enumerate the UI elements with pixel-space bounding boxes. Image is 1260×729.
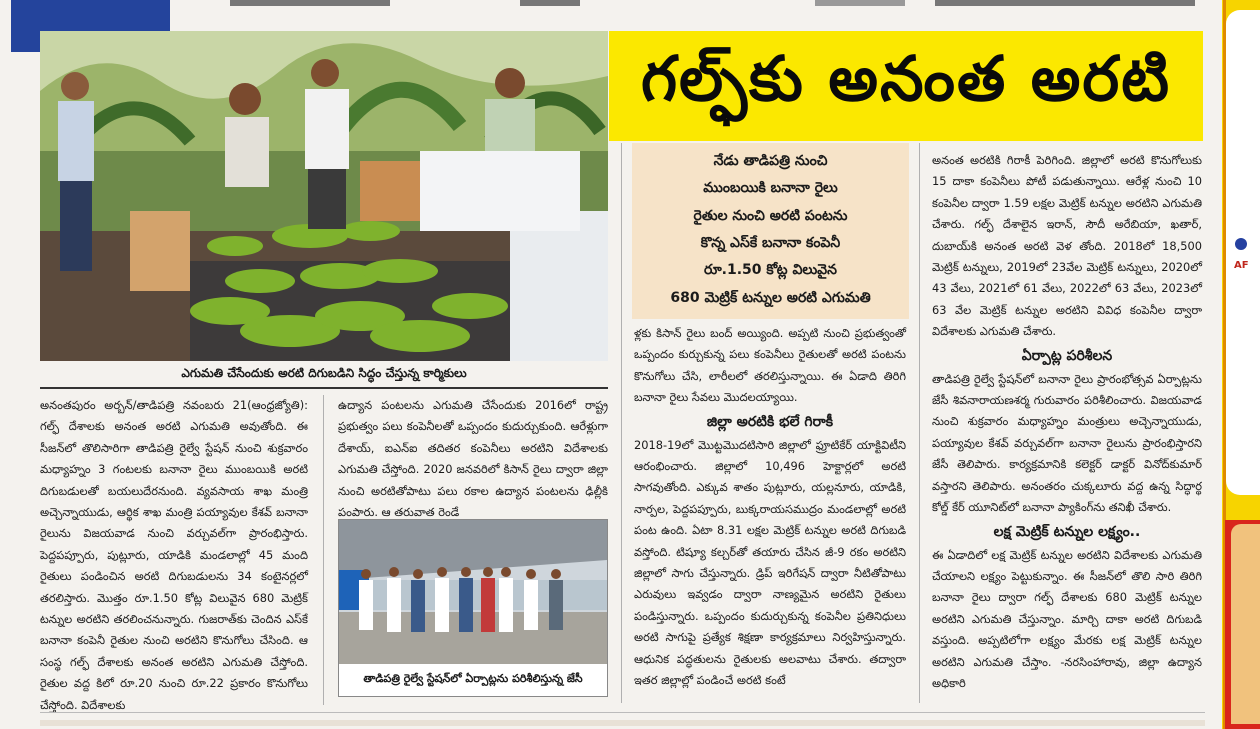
banana-workers-photo <box>40 31 608 361</box>
article-column-1 <box>40 395 308 716</box>
bottom-rule <box>40 712 1205 713</box>
section-subheading: ఏర్పాట్ల పరిశీలన <box>1021 347 1113 364</box>
ad-logo-icon <box>1235 238 1247 250</box>
body-text: ళ్లకు కిసాన్‌ రైలు బంద్‌ అయ్యింది. అప్పటి నుంచి ప్రభుత్వంతో ఒప్పందం కుర్చుకున్న పలు కంపెనీలు రైతులతో అరటి పంటను కొనుగోలు చేసి, లారీలలో తరలిస్తున్నాయి. ఈ ఏడాది తిరిగి బనానా రైలు సేవలు మొదలయ్యాయి. <box>634 326 906 405</box>
body-text: అనంతపురం అర్బన్‌/తాడిపత్రి నవంబరు 21(ఆంధ్రజ్యోతి): గల్ఫ్‌ దేశాలకు అనంత అరటి ఎగుమతి అవుతోంది. ఈ సీజన్‌లో తొలిసారిగా తాడిపత్రి రైల్వే స్టేషన్‌ నుంచి శుక్రవారం మధ్యాహ్నం 3 గంటలకు బనానా రైలు ముంబయికి అరటి దిగుబడులతో బయలుదేరనుంది. వ్యవసాయ శాఖ మంత్రి అచ్చెన్నాయుడు, ఆర్థిక శాఖ మంత్రి పయ్యావుల కేశవ్‌ బనానా రైలును విజయవాడ నుంచి వర్చువల్‌గా ప్రారంభిస్తారు. పెద్దపప్పూరు, పుట్లూరు, యాడికి మండలాల్లో 45 మంది రైతులు పండించిన అరటి దిగుబడులను 34 కంటైనర్లలో తరలిస్తారు. మొత్తం రూ.1.50 కోట్ల విలువైన 680 మెట్రిక్‌ టన్నుల అరటిని తరలించనున్నారు. గుజరాత్‌కు చెందిన ఎస్‌కే బనానా కంపెనీ రైతుల నుంచి అరటిని కొనుగోలు చేసింది. ఆ సంస్థ గల్ఫ్‌ దేశాలకు అనంత అరటిని ఎగుమతి చేస్తోంది. రైతుల వద్ద కిలో రూ.20 నుంచి రూ.22 ప్రకారం కొనుగోలు చేస్తోంది. విదేశాలకు <box>40 398 308 712</box>
ad-text: AF <box>1234 260 1249 271</box>
previous-article-strip <box>0 0 1260 14</box>
body-text: 2018-19లో మొట్టమొదటిసారి జిల్లాలో ఫ్రూటికేర్‌ యాక్టివిటీని ఆరంభించారు. జిల్లాలో 10,496 హెక్టార్లలో అరటి సాగవుతోంది. ఎక్కువ శాతం పుట్లూరు, యల్లనూరు, యాడికి, నార్పల, పెద్దపప్పూరు, బుక్కరాయసముద్రం మండలాల్లో అరటి పంట ఉంది. ఏటా 8.31 లక్షల మెట్రిక్‌ టన్నుల అరటి దిగుబడి వస్తోంది. టిష్యూ కల్చర్‌తో తయారు చేసిన జీ-9 రకం అరటిని జిల్లాలో సాగు చేస్తున్నారు. డ్రిప్‌ ఇరిగేషన్‌ ద్వారా నీటితోపాటు ఎరువులు ఇవ్వడం ద్వారా నాణ్యమైన అరటిని రైతులు పండిస్తున్నారు. ఒప్పందం కుదుర్చుకున్న కంపెనీల ప్రతినిధులు అరటి సాగుపై ప్రత్యేక శిక్షణా కార్యక్రమాలు నిర్వహిస్తున్నారు. ఆధునిక పద్ధతులను రైతులకు అలవాటు చేశారు. తద్వారా ఇతర జిల్లాల్లో పండించే అరటి కంటే <box>634 437 906 688</box>
deck-line: నేడు తాడిపత్రి నుంచి <box>713 153 828 170</box>
body-text: అనంత అరటికి గిరాకీ పెరిగింది. జిల్లాలో అరటి కొనుగోలుకు 15 దాకా కంపెనీలు పోటీ పడుతున్నాయి. ఆరేళ్ల నుంచి 10 కంపెనీల ద్వారా 1.59 లక్షల మెట్రిక్‌ టన్నుల అరటిని ఎగుమతి చేశారు. గల్ఫ్‌ దేశాలైన ఇరాన్‌, సౌదీ అరేబియా, ఖతార్‌, దుబాయ్‌కి అనంత అరటి వెళ తోంది. 2018లో 18,500 మెట్రిక్‌ టన్నులు, 2019లో 23వేల మెట్రిక్‌ టన్నులు, 2020లో 43 వేలు, 2021లో 61 వేలు, 2022లో 63 వేలు, 2023లో 63 వేల మెట్రిక్‌ టన్నుల అరటిని వివిధ కంపెనీల ద్వారా విదేశాలకు ఎగుమతి చేశారు. <box>932 153 1202 339</box>
deck-line: రూ.1.50 కోట్ల విలువైన <box>704 262 837 279</box>
railway-station-photo <box>338 519 608 697</box>
column-divider <box>323 395 324 705</box>
article-column-3 <box>634 323 906 692</box>
body-text: ఉద్యాన పంటలను ఎగుమతి చేసేందుకు 2016లో రాష్ట్ర ప్రభుత్వం పలు కంపెనీలతో ఒప్పందం కుదుర్చుకుంది. ఆరేళ్లుగా దేశాయ్‌, ఐఎన్‌ఐ తదితర కంపెనీలు అరటిని విదేశాలకు ఎగుమతి చేస్తోంది. 2020 జనవరిలో కిసాన్‌ రైలు ద్వారా జిల్లా నుంచి అరటితోపాటు పలు రకాల ఉద్యాన పంటలను ఢిల్లీకి పంపారు. ఆ తరువాత రెండే <box>338 398 608 520</box>
body-text: తాడిపత్రి రైల్వే స్టేషన్‌లో బనానా రైలు ప్రారంభోత్సవ ఏర్పాట్లను జేసీ శివనారాయణశర్మ గురువారం పరిశీలించారు. విజయవాడ నుంచి శుక్రవారం మధ్యాహ్నం మంత్రులు అచ్చెన్నాయుడు, పయ్యావుల కేశవ్‌ వర్చువల్‌గా బనానా రైలును ప్రారంభిస్తారని జేసీ తెలిపారు. కార్యక్రమానికి కలెక్టర్‌ డాక్టర్‌ వినోద్‌కుమార్‌ వస్తారని తెలిపారు. అనంతరం చుక్కలూరు వద్ద ఉన్న సిద్ధార్థ కోల్డ్‌ కేర్‌ యూనిట్‌లో బనానా ప్యాకింగ్‌ను తనిఖీ చేశారు. <box>932 371 1202 515</box>
column-divider <box>919 143 920 703</box>
deck-line: 680 మెట్రిక్‌ టన్నుల అరటి ఎగుమతి <box>670 289 871 306</box>
section-subheading: లక్ష మెట్రిక్‌ టన్నుల లక్ష్యం.. <box>993 523 1141 540</box>
next-article-strip <box>40 720 1205 726</box>
body-text: ఈ ఏడాదిలో లక్ష మెట్రిక్‌ టన్నుల అరటిని విదేశాలకు ఎగుమతి చేయాలని లక్ష్యం పెట్టుకున్నాం. ఈ సీజన్‌లో తొలి సారి తిరిగి బనానా రైలు ద్వారా గల్ఫ్‌ దేశాలకు 680 మెట్రిక్‌ టన్నుల అరటిని ఎగుమతి చేస్తున్నాం. మార్చి దాకా అరటి దిగుబడి వస్తుంది. అప్పటిలోగా లక్ష్యం మేరకు లక్ష మెట్రిక్‌ టన్నుల అరటిని ఎగుమతి చేస్తాం. -నరసింహారావు, జిల్లా ఉద్యాన అధికారి <box>932 547 1202 690</box>
side-advertisement <box>1222 0 1260 729</box>
deck-line: రైతుల నుంచి అరటి పంటను <box>693 207 848 224</box>
headline: గల్ఫ్‌కు అనంత అరటి <box>640 42 1172 115</box>
article-column-4 <box>932 150 1202 694</box>
subheading-deck <box>632 143 909 319</box>
inset-caption: తాడిపత్రి రైల్వే స్టేషన్‌లో ఏర్పాట్లను పరిశీలిస్తున్న జేసీ <box>339 664 607 696</box>
photo-caption: ఎగుమతి చేసేందుకు అరటి దిగుబడిని సిద్ధం చేస్తున్న కార్మికులు <box>40 362 608 389</box>
article-column-2 <box>338 395 608 523</box>
column-divider <box>621 143 622 703</box>
deck-line: కొన్న ఎస్‌కే బనానా కంపెనీ <box>700 235 841 252</box>
section-subheading: జిల్లా అరటికి భలే గిరాకీ <box>706 413 834 430</box>
headline-banner <box>609 31 1203 141</box>
deck-line: ముంబయికి బనానా రైలు <box>703 180 838 197</box>
